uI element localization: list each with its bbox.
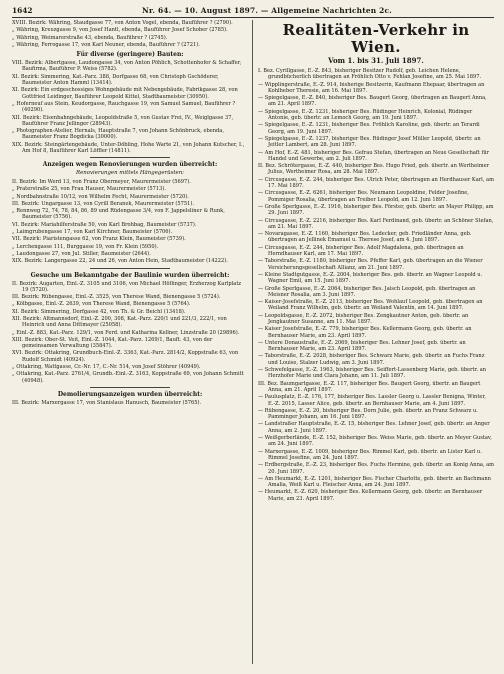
real-estate-date-range: Vom 1. bis 31. Juli 1897.	[328, 56, 424, 65]
list-item: — Landstraßer Hauptstraße, E.-Z. 15, bisheriger Bes. Lehner Josef, geb. übertr. an Anger Anna, am 2. Juni 1897.	[258, 421, 490, 434]
list-item: III. Bezirk: Ungargasse 13, von Cyrill Beranek, Maurermeister (5751).	[12, 200, 194, 207]
list-item: XI. Bezirk: Ein erdgeschossiges Wohngebäude mit Nebengebäude, Fabrikgasse 28, von Gottfried Leidinger, Bauführer Leopold Kittel, Stadtbaumeister (30950).	[12, 87, 238, 100]
list-item: III. Bezirk: Rübengasse, Einl.-Z. 3525, von Therese Wand, Bienengasse 5 (5724).	[12, 294, 221, 301]
section-title-renovations: Anzeigen wegen Renovierungen wurden überreicht:	[42, 161, 218, 169]
list-item: II. Bez. Schrötergasse, E.-Z. 440, bisheriger Bes. Hugo Fried, geb. übertr. an Wertheimer Julius, Wertheimer Rosa, am 28. Mai 1897.	[258, 163, 490, 176]
list-item: „ Photographen-Atelier, Hernals, Hauptstraße 7, von Johann Schönbruck, ebenda, Baumeister Franz Bogdicka (30000).	[12, 128, 224, 141]
list-item: — Weißgerberlände, E.-Z. 152, bisheriger Bes. Weiss Marie, geb. übertr. an Meyer Gustav, am 24. Juni 1897.	[258, 435, 492, 448]
list-item: I. Bez. Cyrillgasse, E.-Z. 843, bisheriger Besitzer Rudolf, geb. Leichen Helene, grundbücherlich übertragen an Fröhlich Otto v. Fehlan Josefine, am 25. Mai 1897.	[258, 68, 482, 81]
list-item: „ Rennweg 72, 74, 78, 84, 86, 89 und Rüdengasse 3/4, von F. Jappelsliner & Runk, Baumeister (5756).	[12, 208, 225, 221]
real-estate-list	[258, 68, 494, 502]
list-item: XII. Bezirk: Eisenbahngebäude, Leopoldstraße 5, von Gustav Frei, IV., Weiglgasse 37, Bauführer Franz Jellinger (28943).	[12, 114, 234, 127]
list-item: — Kaiser Josefstraße, E.-Z. 779, bisheriger Bes. Kellermann Georg, geb. übertr. an Bernhauser Marie, am 23. April 1897.	[258, 326, 472, 339]
list-item: „ Hoferneuf aus Stein, Keudorgasse, Rauchgasse 19, von Samuel Samuel, Bauführer ? (40290).	[12, 100, 236, 114]
list-item: — Am Heumarkt, E.-Z. 1201, bisheriger Bes. Fischer Charlotte, geb. übertr. an Bachmann Amalia, Weiß Karl u. Fleischer Anna, am 24. Juni 1897.	[258, 475, 491, 489]
list-item: III. Bez. Baumgartgasse, E.-Z. 117, bisheriger Bes. Baugert Georg, übertr. an Baugert Anna, am 21. April 1897.	[258, 380, 481, 393]
list-item: „ Laudongasse 27, von Jul. Stiller, Baumeister (2644).	[12, 250, 151, 257]
list-item: — Circusgasse, E.-Z. 2216, bisheriger Bes. Karl Ferdinand, geb. übertr. an Schöner Stefan, am 21. Mai 1897.	[258, 217, 494, 230]
divider	[90, 268, 170, 269]
list-item: — Am Hof, E.-Z. 481, bisheriger Bes. Gefrau Stefan, übertragen an Neue Gesellschaft für Handel und Gewerbe, am 2. Juli 1897.	[258, 149, 490, 162]
subsection-title-scaffolding: Renovierungen mittels Hängegerüsten:	[76, 170, 184, 177]
list-item: „ Ottakring, Wattgasse, Cr.-Nr. 17, C.-Nr. 514, von Josef Stöhrer (40949).	[12, 364, 201, 371]
list-item: XIX. Bezirk: Langergasse 22, 24 und 26, von Anton Hein, Stadtbaumeister (14222).	[12, 258, 228, 265]
list-item: — Untere Donaustraße, E.-Z. 2069, bisheriger Bes. Lehner Josef, geb. übertr. an Bernhauser Marie, am 23. April 1897.	[258, 339, 466, 353]
list-item: — Spiegelgasse, E.-Z. 1231, bisheriger Bes. Rüdinger Heinrich, Kolonial, Rüdinger Antonie, geb. übertr. an Lemoch Georg, am 19. Juni 1897.	[258, 108, 473, 122]
list-item: III. Bezirk: Marxergasse 17, von Stanislaus Hanusch, Baumeister (5765).	[12, 399, 202, 406]
list-item: „ Lerchengasse 111, Burggasse 19, von Fr. Klein (5950).	[12, 243, 159, 250]
list-item: — Spiegelgasse, E.-Z. 1231, bisheriger Bes. Fröhlich Karoline, geb. übertr. an Terardi Georg, am 19. Juni 1897.	[258, 122, 480, 135]
list-item: — Marxergasse, E.-Z. 1009, bisheriger Bes. Rimmel Karl, geb. übertr. an Lister Karl u. Rimmel Josefine, am 24. Juni 1897.	[258, 448, 482, 461]
list-item: VIII. Bezirk: Albertgasse, Laudongasse 34, von Anton Pöhlich, Schottenhofer & Schaffer, Baufirma, Bauführer P. Weiss (5782).	[12, 60, 242, 73]
list-item: — Große Sperlgasse, E.-Z. 2064, bisheriger Bes. Jaisch Leopold, geb. übertragen an Meisner Rosalia, am 3. Juni 1897.	[258, 285, 476, 298]
list-item: — Kleine Stadtgutgasse, E.-Z. 2004, bisheriger Bes. geb. übertr. an Wagner Leopold u. Wagner Emil, am 15. Juni 1897.	[258, 271, 483, 285]
columns	[12, 20, 494, 664]
list-item: — Kaiser-Josefstraße, E.-Z. 2113, bisheriger Bes. Wohlauf Leopold, geb. übertragen an Weiland Franz Wilhelm, geb. übertr. an Weiland Valentin, am 14. Juni 1897.	[258, 299, 483, 312]
list-item: „ Kölbgasse, Einl.-Z. 2639, von Therese Wand, Bienengasse 5 (5764).	[12, 301, 191, 308]
list-item: „ Währing, Weimarerstraße 43, ebenda, Bauführer ? (2745).	[12, 34, 168, 41]
list-item: XVIII. Bezirk: Währing, Staudgasse 77, von Anton Vogel, ebenda, Bauführer ? (2790).	[12, 20, 233, 26]
list-item: — Rübengasse, E.-Z. 20, bisheriger Bes. Dorn Julie, geb. übertr. an Franz Schwarz u. Pamminger Johann, am 16. Juni 1897.	[258, 407, 478, 421]
list-item: — Spiegelgasse, E.-Z. 1237, bisheriger Bes. Rüdinger Josef Müller Leopold, übertr. an Jeitler Lambert, am 28. Juni 1897.	[258, 135, 481, 149]
list-item: II. Bezirk: Im Werd 13, von Franz Obermeyer, Maurermeister (5697).	[12, 178, 191, 185]
divider	[90, 157, 170, 158]
section-title-demolitions: Demolierungsanzeigen wurden überreicht:	[57, 390, 203, 398]
list-item: „ Einl.-Z. 883, Kat.-Parz. 129/1, von Ferd. und Katharina Kellner, Linzstraße 20 (29896).	[12, 329, 240, 336]
right-column	[252, 20, 494, 664]
list-item: „ Währing, Kreuzgasse 9, von Josef Hantl, ebenda, Bauführer Josef Schober (2785).	[12, 27, 228, 34]
divider	[90, 387, 170, 388]
list-item: — Circusgasse, E.-Z. 6261, bisheriger Bes. Neumann Leopoldine, Felder Josefine, Pommiger Rosalia, übertragen an Treiber Leopold, am 12. Juni 1897.	[258, 190, 469, 203]
building-permits-list	[12, 20, 248, 48]
list-item: XIII. Bezirk: Ober-St. Veit, Einl.-Z. 1044, Kat.-Parz. 1269/1, Bauft. 43, von der gemeinsamen Verwaltung (35847).	[12, 336, 213, 350]
list-item: XI. Bezirk: Simmering, Kat.-Parz. 388, Dorfgasse 68, von Christoph Gschöderer, Baumeister Anton Hamml (13414).	[12, 73, 219, 87]
list-item: „ Währing, Ferrogasse 17, von Karl Neuner, ebenda, Bauführer ? (2721).	[12, 41, 200, 48]
list-item: — Taborstraße, E.-Z. 1180, bisheriger Bes. Pfeffer Karl, geb. übertragen an die Wiener Versicherungsgesellschaft Allianz, am 21. Juni 1897.	[258, 258, 483, 271]
list-item: „ Nordbahnstraße 10/12, von Wilhelm Fecht, Maurermeister (5720).	[12, 193, 189, 200]
header-title: Nr. 64. — 10. August 1897. — Allgemeine Nachrichten 2c.	[142, 6, 392, 15]
section-title-minor-buildings: Für diverse (geringere) Bauten:	[76, 51, 184, 59]
left-column	[12, 20, 252, 664]
renovations-list	[12, 179, 248, 265]
list-item: XII. Bezirk: Altmannsdorf, Einl.-Z. 200, 308, Kat.-Parz. 220/1 und 221/3, 222/1, von Heinrich und Anna Dittmayer (25058).	[12, 315, 227, 329]
page-header	[12, 6, 494, 18]
list-item: XIX. Bezirk: Steingärtengebäude, Unter-Döbling, Hohe Warte 21, von Johann Kutscher, I., Am Hof 8, Bauführer Karl Löffler (14811).	[12, 141, 245, 155]
minor-buildings-list	[12, 60, 248, 154]
page-number: 1642	[12, 6, 33, 15]
list-item: — Große Sperlgasse, E.-Z. 1916, bisheriger Bes. Förster, geb. übertr. an Mayer Philipp, am 29. Juni 1897.	[258, 203, 494, 217]
demolitions-list	[12, 400, 248, 406]
list-item: — Circusgasse, E.-Z. 244, bisheriger Bes. Adolf Magdalena, geb. übertragen an Herndhauser Karl, am 17. Mai 1897.	[258, 244, 464, 258]
real-estate-heading: Realitäten-Verkehr in Wien.	[282, 21, 470, 56]
list-item: — Circusgasse, E.-Z. 244, bisheriger Bes. Ulrich Peter, übertragen an Herdhauser Karl, am 17. Mai 1897.	[258, 176, 494, 190]
list-item: — Spiegelgasse, E.-Z. 840, bisheriger Bes. Baugert Georg, übertragen an Baugert Anna, am 21. April 1897.	[258, 95, 487, 108]
list-item: „ Laimgrubengasse 17, von Karl Kirchner, Baumeister (5706).	[12, 229, 173, 236]
list-item: „ Ottakring, Kat.-Parz. 2761/4, Grundb.-Einl.-Z. 3163, Koppstraße 69, von Johann Schmitt (40948).	[12, 371, 244, 384]
list-item: VI. Bezirk: Mariahilferstraße 50, von Karl Brohbag, Baumeister (5737).	[12, 221, 197, 228]
section-title-building-line: Gesuche um Bekanntgabe der Baulinie wurden überreicht:	[30, 271, 230, 279]
list-item: — Leopoldsgasse, E.-Z. 2072, bisheriger Bes. Zengkautner Anton, geb. übertr. an Jengkautner Susanne, am 11. Mai 1897.	[258, 312, 469, 325]
list-item: VII. Bezirk: Piaristengasse 62, von Franz Klein, Baumeister (5739).	[12, 236, 186, 243]
building-line-list	[12, 281, 248, 384]
list-item: — Schwefelgasse, E.-Z. 1963, bisheriger Bes. Seiffert-Lassenberg Marie, geb. übertr. an Herzhofer Marie und Clara Johann, am 11. Juli 1897.	[258, 367, 487, 380]
list-item: — Wipplingerstraße, E.-Z. 914, bisherige Besitzerin, Kaufmann Ehepaar, übertragen an Kohlheber Theresie, am 16. Mai 1897.	[258, 81, 485, 94]
list-item: „ Praterstraße 25, von Frau Hauser, Maurermeister (5713).	[12, 186, 166, 193]
list-item: — Erdbergstraße, E.-Z. 23, bisheriger Bes. Fuchs Hermine, geb. übertr. an Konig Anna, am 20. Juni 1897.	[258, 462, 494, 475]
list-item: — Taborstraße, E.-Z. 2028, bisheriger Bes. Schwarz Marie, geb. übertr. an Fuchs Franz und Louise, Stalzer Ludwig, am 3. Juni 1897.	[258, 353, 485, 366]
list-item: XVI. Bezirk: Ottakring, Grundbuch-Einl.-Z. 3363, Kat.-Parz. 2814/2, Koppstraße 63, von Rudolf Schmidt (40924).	[12, 350, 239, 363]
list-item: — Novaragasse, E.-Z. 1160, bisheriger Bes. Ledecker, geb. Friedländer Anna, geb. übertragen an Jellinek Emanuel u. Therese Josef, am 4. Juni 1897.	[258, 231, 472, 244]
list-item: — Heumarkt, E.-Z. 620, bisheriger Bes. Kellermann Georg, geb. übertr. an Bernhauser Marie, am 23. April 1897.	[258, 489, 483, 502]
list-item: XI. Bezirk: Simmering, Dorfgasse 42, von Th. & Gr. Beichl (13418).	[12, 308, 186, 315]
list-item: II. Bezirk: Augarten, Einl.-Z. 3105 und 3106, von Michael Höflinger, Erzherzog Karlplatz 19 (5720).	[12, 280, 242, 293]
list-item: — Paulusplatz, E.-Z. 176, 177, bisheriger Bes. Lassler Georg u. Lassler Benigna, Winter, E.-Z. 2015, Lasser Alice, geb. übertr. an Bernhauser Marie, am 4. Juni 1897.	[258, 394, 486, 407]
